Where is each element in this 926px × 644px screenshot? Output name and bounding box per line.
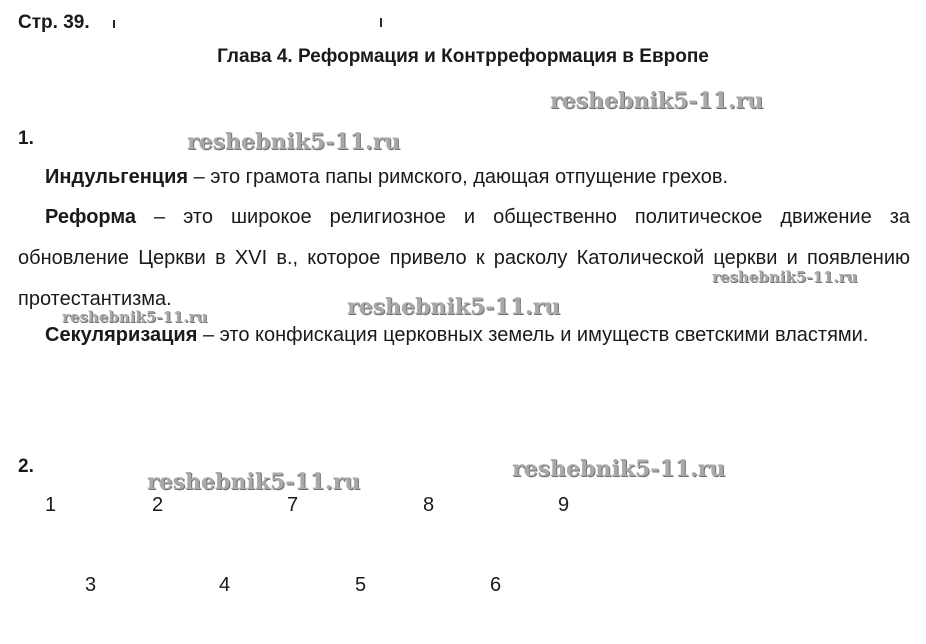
chapter-title: Глава 4. Реформация и Контрреформация в Европе xyxy=(217,46,709,67)
definition-term: Секуляризация xyxy=(45,324,198,346)
answer-number: 4 xyxy=(219,574,231,596)
answer-number: 1 xyxy=(45,494,57,516)
redaction-mark xyxy=(380,18,382,27)
page-label: Стр. 39. xyxy=(18,12,90,33)
answer-number: 5 xyxy=(355,574,367,596)
watermark: reshebnik5-11.ru xyxy=(187,129,401,155)
definition-text: – это грамота папы римского, дающая отпущение грехов. xyxy=(188,166,729,188)
answer-number: 9 xyxy=(558,494,570,516)
answer-number: 3 xyxy=(85,574,97,596)
question-1-number: 1. xyxy=(18,128,34,149)
definition-text: – это широкое религиозное и общественно политическое движение за обновление Церкви в XVI в., которое привело к расколу Католической церкви и появлению протестантизма. xyxy=(18,206,910,310)
definition-paragraph xyxy=(18,157,910,198)
watermark: reshebnik5-11.ru xyxy=(512,456,726,482)
definition-term: Реформа xyxy=(45,206,137,228)
watermark: reshebnik5-11.ru xyxy=(62,308,208,326)
answer-number: 2 xyxy=(152,494,164,516)
watermark: reshebnik5-11.ru xyxy=(347,294,561,320)
answer-number: 8 xyxy=(423,494,435,516)
watermark: reshebnik5-11.ru xyxy=(147,469,361,495)
watermark: reshebnik5-11.ru xyxy=(550,88,764,114)
answer-number: 6 xyxy=(490,574,502,596)
question-2-number: 2. xyxy=(18,456,34,477)
definition-text: – это конфискация церковных земель и имуществ светскими властями. xyxy=(197,324,869,346)
watermark: reshebnik5-11.ru xyxy=(712,268,858,286)
definition-term: Индульгенция xyxy=(45,166,189,188)
redaction-mark xyxy=(113,20,115,28)
answer-number: 7 xyxy=(287,494,299,516)
